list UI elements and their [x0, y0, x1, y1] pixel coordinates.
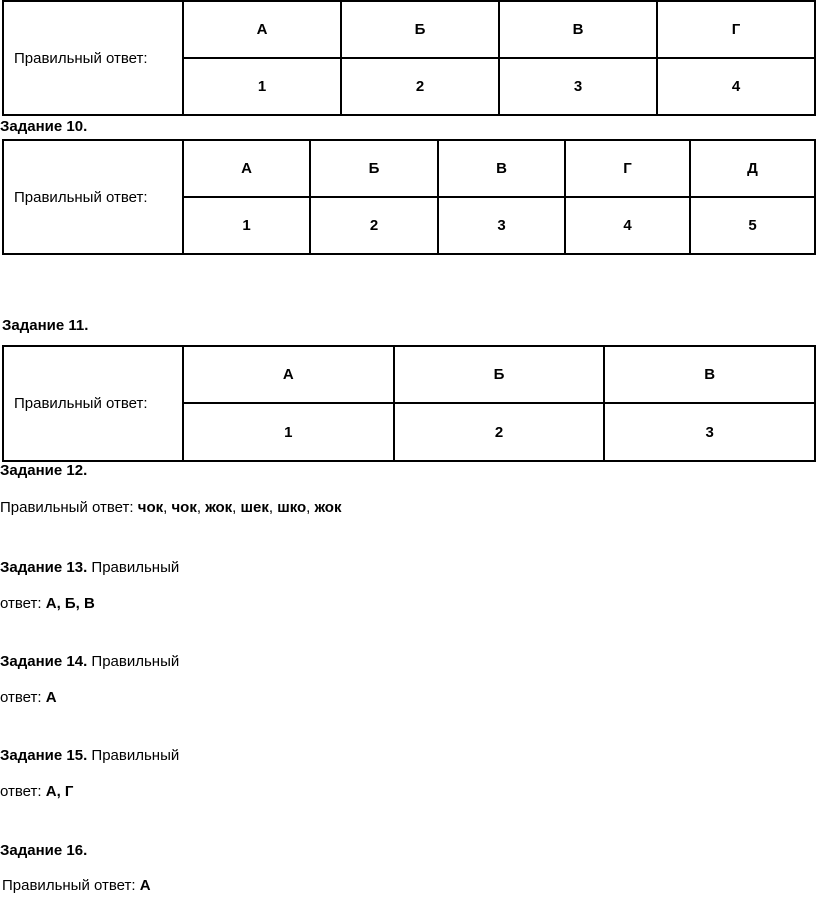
number-cell: 2 [394, 403, 605, 461]
number-cell: 5 [690, 197, 815, 254]
letter-cell: Б [394, 346, 605, 403]
answer-prefix: Правильный ответ: [2, 877, 140, 894]
number-cell: 3 [604, 403, 815, 461]
separator: , [163, 499, 172, 516]
letter-cell: А [183, 346, 394, 403]
letter-cell: А [183, 1, 341, 58]
number-cell: 3 [499, 58, 657, 115]
answer-word: чок [171, 499, 197, 516]
task-12-answer [0, 499, 341, 517]
answer-label: Правильный ответ: [3, 140, 183, 254]
task-16-answer [2, 877, 151, 895]
number-cell: 4 [565, 197, 690, 254]
task-13-answer: А, Б, В [45, 595, 95, 612]
task-16-title: Задание 16. [0, 842, 88, 859]
task-11-title: Задание 11. [2, 317, 89, 334]
separator: , [196, 499, 206, 516]
answer-word: жок [205, 499, 233, 516]
task-14-line-1 [0, 653, 179, 671]
number-cell: 3 [438, 197, 565, 254]
number-cell: 1 [183, 403, 394, 461]
task-15-text: ответ: [0, 783, 46, 800]
number-cell: 1 [183, 197, 310, 254]
task-16-answer-value: А [139, 877, 151, 894]
task-14-title: Задание 14. [0, 653, 88, 670]
task-13-line-2 [0, 595, 95, 613]
task-14-line-2 [0, 689, 57, 707]
letter-cell: Г [565, 140, 690, 197]
task-15-title: Задание 15. [0, 747, 88, 764]
task-12-title: Задание 12. [0, 462, 88, 479]
letter-cell: В [604, 346, 815, 403]
task-13-line-1 [0, 559, 179, 577]
answer-word: шек [240, 499, 269, 516]
task-15-line-2 [0, 783, 73, 801]
letter-cell: Б [341, 1, 499, 58]
answer-prefix: Правильный ответ: [0, 499, 138, 516]
answer-table-2 [2, 139, 816, 255]
answer-label: Правильный ответ: [3, 1, 183, 115]
answer-word: чок [137, 499, 164, 516]
task-10-title: Задание 10. [0, 118, 88, 135]
task-15-answer: А, Г [45, 783, 74, 800]
task-13-title: Задание 13. [0, 559, 88, 576]
letter-cell: В [438, 140, 565, 197]
answer-word: жок [314, 499, 342, 516]
separator: , [306, 499, 315, 516]
separator: , [268, 499, 278, 516]
task-14-text: Правильный [87, 653, 180, 670]
number-cell: 4 [657, 58, 815, 115]
task-14-text: ответ: [0, 689, 46, 706]
task-14-answer: А [45, 689, 57, 706]
answer-word: шко [277, 499, 307, 516]
task-13-text: ответ: [0, 595, 46, 612]
task-15-text: Правильный [87, 747, 180, 764]
answer-table-1 [2, 0, 816, 116]
separator: , [232, 499, 241, 516]
letter-cell: Г [657, 1, 815, 58]
letter-cell: А [183, 140, 310, 197]
task-15-line-1 [0, 747, 179, 765]
letter-cell: В [499, 1, 657, 58]
task-13-text: Правильный [87, 559, 180, 576]
number-cell: 2 [310, 197, 438, 254]
number-cell: 2 [341, 58, 499, 115]
number-cell: 1 [183, 58, 341, 115]
letter-cell: Д [690, 140, 815, 197]
letter-cell: Б [310, 140, 438, 197]
answer-table-3 [2, 345, 816, 462]
answer-label: Правильный ответ: [3, 346, 183, 461]
